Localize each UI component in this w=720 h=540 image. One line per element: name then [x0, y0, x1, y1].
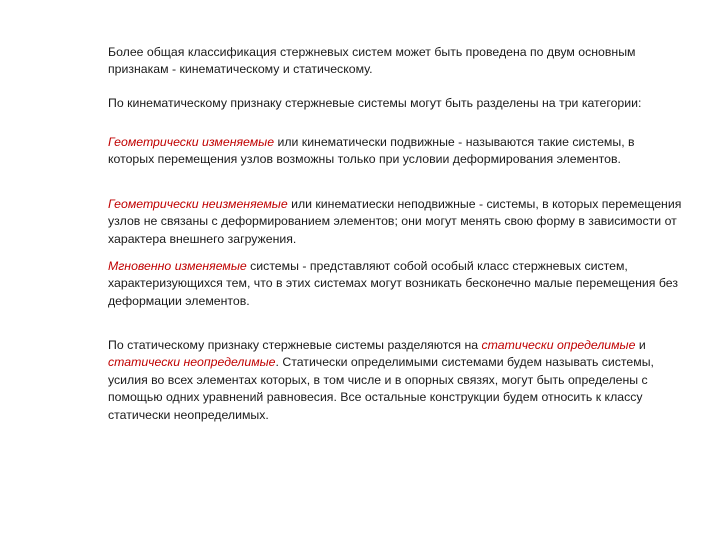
- intro-text: Более общая классификация стержневых систем может быть проведена по двум основным признакам - кинематическому и статическому.: [108, 45, 636, 77]
- instantly-variable-term: Мгновенно изменяемые: [108, 259, 247, 273]
- static-text-after: . Статически определимыми системами будем называть системы, усилия во всех элементах которых, в том числе и в опорных связях, могут быть определены с помощью одних уравнений равновесия. Все остальные конструкции будем относить к классу статически неопределимых.: [108, 355, 654, 422]
- intro-paragraph: [108, 44, 683, 79]
- geometric-variable-text: или кинематически подвижные - называются такие системы, в которых перемещения узлов возможны только при условии деформирования элементов.: [108, 135, 635, 167]
- geometric-invariable-term: Геометрически неизменяемые: [108, 197, 288, 211]
- static-conjunction: и: [635, 338, 646, 352]
- static-classification-paragraph: [108, 337, 683, 424]
- kinematic-intro-text: По кинематическому признаку стержневые системы могут быть разделены на три категории:: [108, 96, 642, 110]
- geometric-invariable-text: или кинематиески неподвижные - системы, в которых перемещения узлов не связаны с деформированием элементов; они могут менять свою форму в зависимости от характера внешнего загружения.: [108, 197, 682, 246]
- instantly-variable-text: системы - представляют собой особый класс стержневых систем, характеризующихся тем, что в этих системах могут возникать бесконечно малые перемещения без деформации элементов.: [108, 259, 678, 308]
- static-text-before: По статическому признаку стержневые системы разделяются на: [108, 338, 482, 352]
- geometric-invariable-paragraph: [108, 196, 683, 248]
- instantly-variable-paragraph: [108, 258, 683, 310]
- kinematic-intro-paragraph: [108, 95, 683, 112]
- statically-indeterminate-term: статически неопределимые: [108, 355, 276, 370]
- geometric-variable-paragraph: [108, 134, 683, 169]
- geometric-variable-term: Геометрически изменяемые: [108, 135, 275, 149]
- statically-determinate-term: статически определимые: [481, 338, 636, 352]
- slide-content: [108, 0, 683, 540]
